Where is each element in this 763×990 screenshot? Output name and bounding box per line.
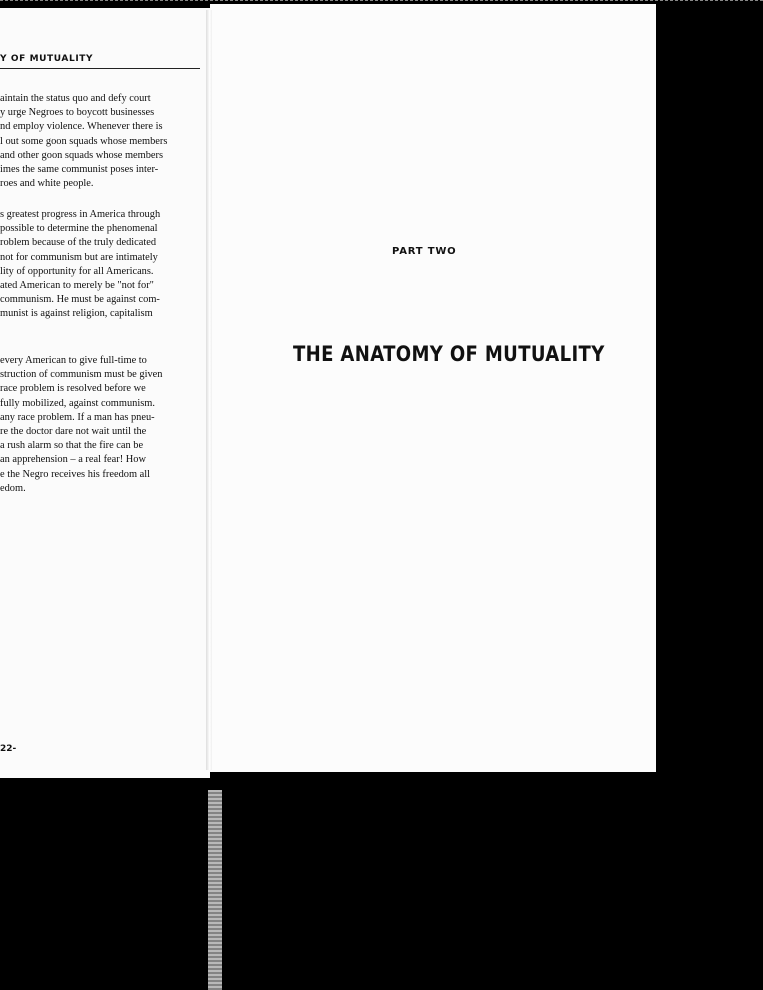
- left-page: [0, 8, 210, 778]
- paragraph-2: [0, 208, 202, 322]
- text-line: every American to give full-time to: [0, 355, 147, 366]
- text-line: possible to determine the phenomenal: [0, 223, 158, 235]
- text-line: an apprehension – a real fear! How: [0, 454, 146, 466]
- text-line: a rush alarm so that the fire can be: [0, 440, 144, 452]
- page-gutter: [206, 10, 212, 770]
- text-line: munist is against religion, capitalism: [0, 308, 153, 320]
- page-number: 22-: [0, 744, 17, 754]
- part-label: PART TWO: [392, 246, 457, 257]
- text-line: race problem is resolved before we: [0, 383, 146, 395]
- text-line: lity of opportunity for all Americans.: [0, 265, 154, 277]
- part-title: THE ANATOMY OF MUTUALITY: [293, 342, 605, 366]
- text-line: imes the same communist poses inter-: [0, 164, 159, 176]
- text-line: communism. He must be against com-: [0, 294, 160, 306]
- text-line: fully mobilized, against communism.: [0, 397, 155, 409]
- text-line: and other goon squads whose members: [0, 149, 164, 161]
- paragraph-3: [0, 354, 202, 496]
- text-line: y urge Negroes to boycott businesses: [0, 107, 155, 119]
- text-line: struction of communism must be given: [0, 369, 163, 381]
- text-line: edom.: [0, 482, 26, 494]
- text-line: re the doctor dare not wait until the: [0, 426, 147, 438]
- text-line: l out some goon squads whose members: [0, 135, 168, 147]
- text-line: roes and white people.: [0, 178, 94, 190]
- text-line: roblem because of the truly dedicated: [0, 237, 157, 249]
- paragraph-1: [0, 92, 202, 191]
- book-spine-edge: [208, 790, 222, 990]
- text-line: any race problem. If a man has pneu-: [0, 411, 155, 423]
- running-head: Y OF MUTUALITY: [0, 54, 94, 64]
- text-line: nd employ violence. Whenever there is: [0, 121, 163, 133]
- text-line: ated American to merely be "not for": [0, 280, 154, 292]
- header-rule: [0, 68, 200, 69]
- text-line: e the Negro receives his freedom all: [0, 468, 151, 480]
- right-page: [210, 4, 656, 772]
- text-line: s greatest progress in America through: [0, 209, 161, 220]
- text-line: not for communism but are intimately: [0, 251, 158, 263]
- text-line: aintain the status quo and defy court: [0, 93, 151, 104]
